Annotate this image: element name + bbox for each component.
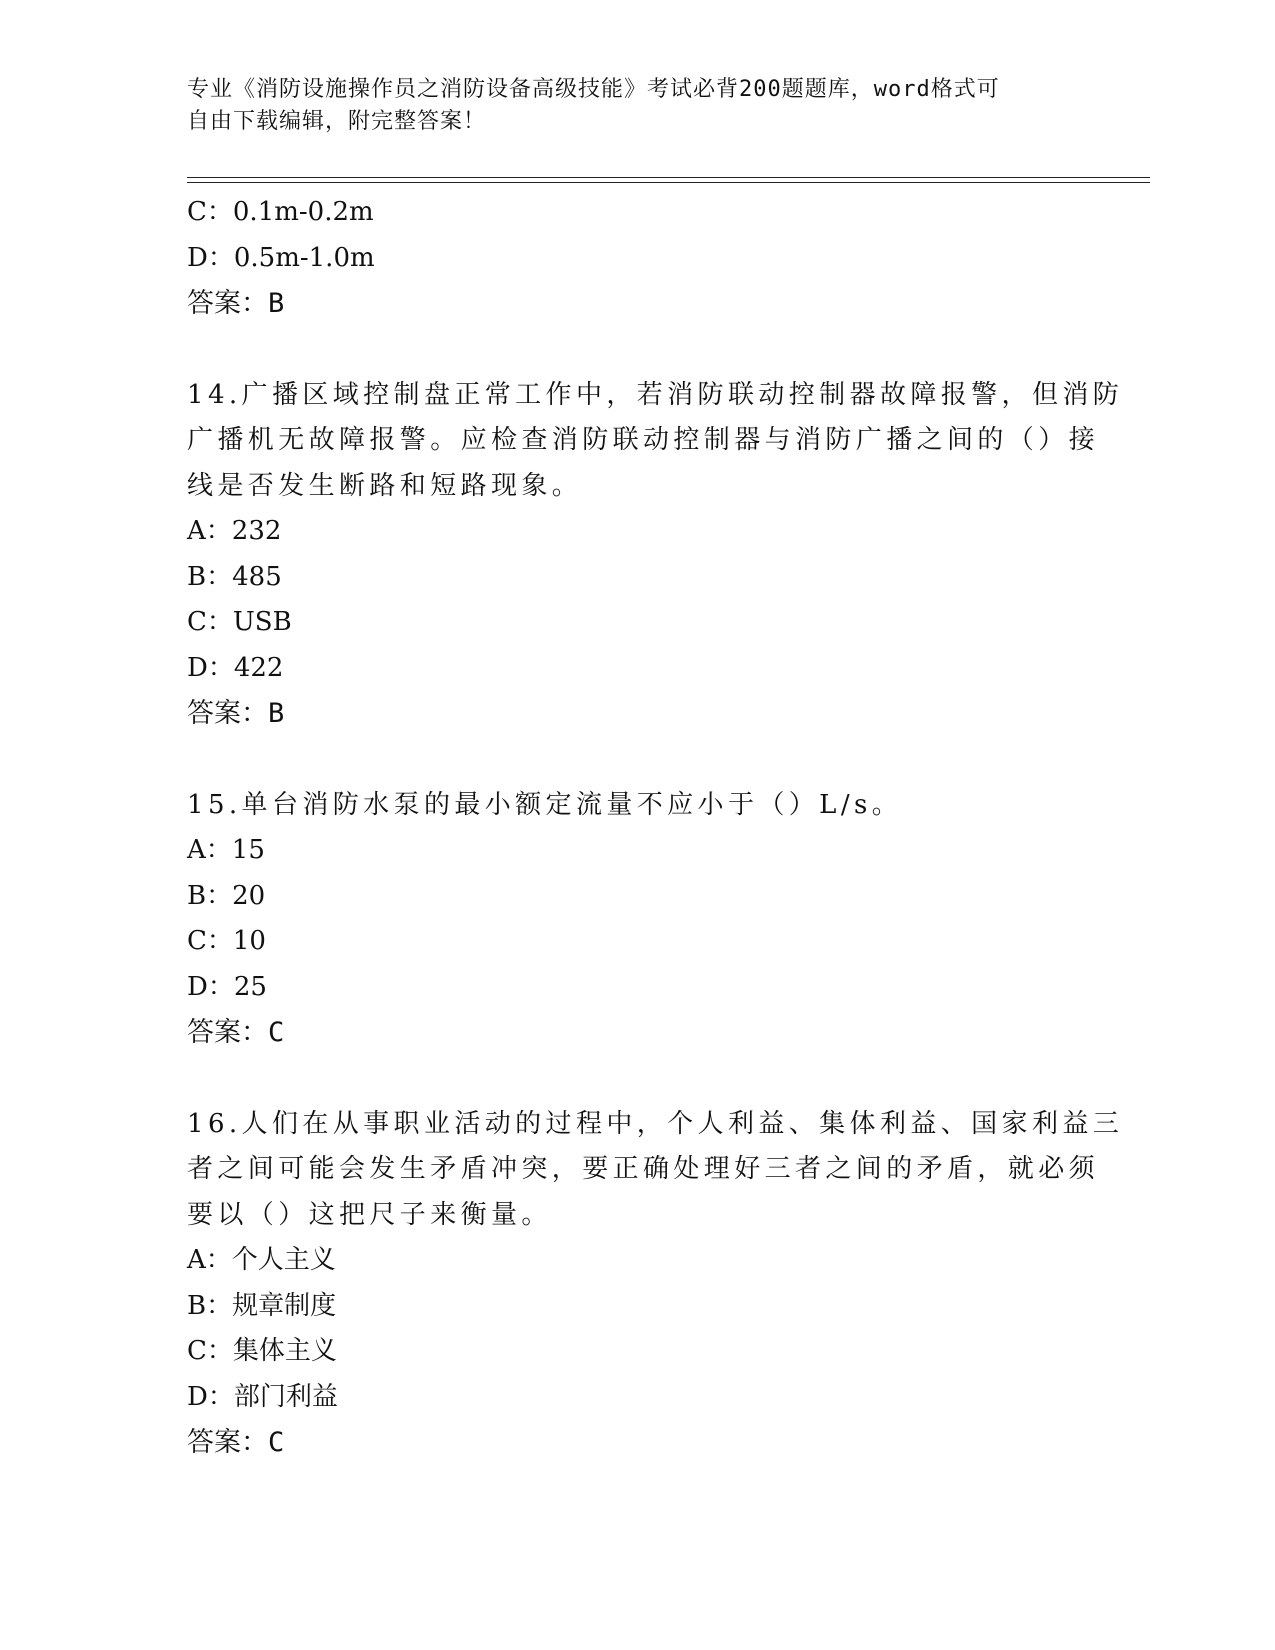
option-d: D：422 (187, 652, 284, 683)
header-line-1: 专业《消防设施操作员之消防设备高级技能》考试必背200题题库，word格式可 (187, 77, 1000, 102)
header-divider-top (187, 177, 1150, 178)
option-b: B：规章制度 (187, 1290, 337, 1321)
question-list (187, 190, 1124, 1466)
spacer (187, 737, 1087, 783)
question-text-line: 要以（）这把尺子来衡量。 (187, 1199, 552, 1230)
option-d: D：0.5m-1.0m (187, 242, 375, 273)
previous-question-tail (187, 190, 1087, 327)
option-c: C：USB (187, 607, 292, 637)
answer-line: 答案：C (187, 1017, 285, 1048)
question-15 (187, 783, 1087, 1056)
option-b: B：485 (187, 561, 282, 592)
question-text-line: 14.广播区域控制盘正常工作中，若消防联动控制器故障报警，但消防 (187, 379, 1124, 410)
question-text-line: 线是否发生断路和短路现象。 (187, 470, 583, 501)
question-16 (187, 1102, 1124, 1466)
option-a: A：个人主义 (187, 1245, 336, 1275)
header-divider-bottom (187, 182, 1150, 183)
option-a: A：15 (187, 835, 265, 865)
option-c: C：0.1m-0.2m (187, 197, 374, 227)
spacer (187, 1056, 1087, 1102)
option-b: B：20 (187, 880, 266, 911)
spacer (187, 327, 1087, 373)
question-14 (187, 373, 1124, 737)
answer-line: 答案：B (187, 288, 285, 319)
question-text-line: 15.单台消防水泵的最小额定流量不应小于（）L/s。 (187, 789, 903, 820)
option-a: A：232 (187, 516, 282, 546)
header-line-2: 自由下载编辑，附完整答案！ (187, 109, 487, 134)
option-d: D：部门利益 (187, 1381, 338, 1412)
option-c: C：集体主义 (187, 1336, 337, 1366)
answer-line: 答案：C (187, 1427, 285, 1458)
question-text-line: 者之间可能会发生矛盾冲突，要正确处理好三者之间的矛盾，就必须 (187, 1154, 1100, 1184)
document-header (187, 74, 1067, 138)
answer-line: 答案：B (187, 698, 285, 729)
option-c: C：10 (187, 926, 266, 956)
question-text-line: 16.人们在从事职业活动的过程中，个人利益、集体利益、国家利益三 (187, 1108, 1124, 1139)
option-d: D：25 (187, 971, 267, 1002)
question-text-line: 广播机无故障报警。应检查消防联动控制器与消防广播之间的（）接 (187, 425, 1100, 455)
